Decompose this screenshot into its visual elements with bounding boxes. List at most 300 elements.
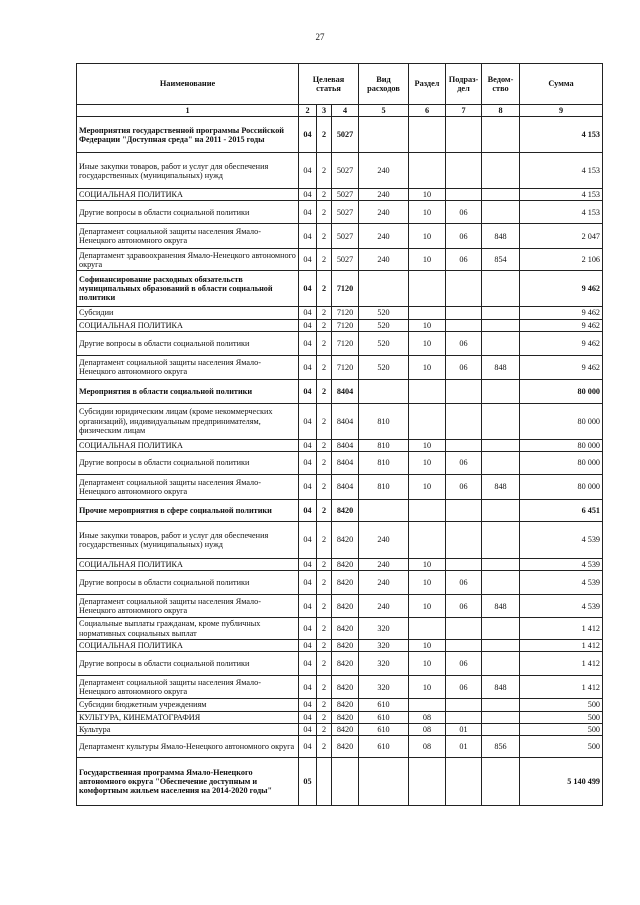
cell-target-program: 04 <box>299 153 317 189</box>
cell-target-program: 04 <box>299 676 317 699</box>
cell-section: 08 <box>409 711 446 723</box>
cell-target-code: 8420 <box>332 640 359 652</box>
cell-target-code: 7120 <box>332 331 359 355</box>
cell-name: Субсидии бюджетным учреждениям <box>77 699 299 711</box>
cell-name: Департамент социальной защиты населения Ямало-Ненецкого автономного округа <box>77 595 299 618</box>
table-row <box>77 331 603 355</box>
cell-department <box>482 271 520 307</box>
cell-section <box>409 117 446 153</box>
cell-sum: 9 462 <box>520 319 603 331</box>
cell-expense-type: 320 <box>359 640 409 652</box>
cell-target-code: 8404 <box>332 474 359 499</box>
cell-subsection <box>446 117 482 153</box>
cell-section: 10 <box>409 474 446 499</box>
cell-target-program: 04 <box>299 403 317 439</box>
cell-department <box>482 117 520 153</box>
column-number: 8 <box>482 105 520 117</box>
cell-name: СОЦИАЛЬНАЯ ПОЛИТИКА <box>77 640 299 652</box>
cell-target-subprogram: 2 <box>317 451 332 474</box>
cell-target-subprogram: 2 <box>317 379 332 403</box>
table-row <box>77 711 603 723</box>
cell-name: СОЦИАЛЬНАЯ ПОЛИТИКА <box>77 189 299 201</box>
cell-subsection: 06 <box>446 676 482 699</box>
cell-target-subprogram: 2 <box>317 224 332 249</box>
cell-target-subprogram: 2 <box>317 153 332 189</box>
cell-target-subprogram: 2 <box>317 676 332 699</box>
table-row <box>77 618 603 640</box>
cell-target-code: 7120 <box>332 307 359 319</box>
cell-section <box>409 521 446 558</box>
cell-name: Другие вопросы в области социальной политики <box>77 571 299 595</box>
cell-target-program: 04 <box>299 271 317 307</box>
table-row <box>77 558 603 570</box>
cell-target-code: 8420 <box>332 711 359 723</box>
cell-section <box>409 307 446 319</box>
cell-target-code <box>332 757 359 805</box>
table-row <box>77 201 603 224</box>
cell-subsection <box>446 757 482 805</box>
cell-expense-type: 610 <box>359 735 409 757</box>
cell-department <box>482 189 520 201</box>
table-row <box>77 595 603 618</box>
cell-department <box>482 558 520 570</box>
cell-subsection: 06 <box>446 474 482 499</box>
cell-name: Иные закупки товаров, работ и услуг для обеспечения государственных (муниципальных) нужд <box>77 153 299 189</box>
cell-section: 08 <box>409 723 446 735</box>
table-row <box>77 319 603 331</box>
cell-sum: 1 412 <box>520 652 603 676</box>
cell-department <box>482 379 520 403</box>
cell-target-code: 8420 <box>332 735 359 757</box>
cell-section <box>409 499 446 521</box>
cell-target-code: 7120 <box>332 271 359 307</box>
cell-subsection: 06 <box>446 331 482 355</box>
cell-name: Социальные выплаты гражданам, кроме публичных нормативных социальных выплат <box>77 618 299 640</box>
cell-expense-type <box>359 379 409 403</box>
cell-target-subprogram: 2 <box>317 249 332 271</box>
cell-target-subprogram: 2 <box>317 723 332 735</box>
cell-section: 10 <box>409 355 446 379</box>
cell-name: Государственная программа Ямало-Ненецкого автономного округа "Обеспечение доступным и комфортным жильем населения на 2014-2020 годы" <box>77 757 299 805</box>
cell-section: 10 <box>409 652 446 676</box>
cell-target-program: 04 <box>299 618 317 640</box>
cell-expense-type: 810 <box>359 474 409 499</box>
cell-expense-type: 320 <box>359 618 409 640</box>
cell-department <box>482 307 520 319</box>
cell-expense-type: 240 <box>359 558 409 570</box>
cell-expense-type: 240 <box>359 571 409 595</box>
table-row <box>77 249 603 271</box>
cell-department <box>482 439 520 451</box>
cell-target-program: 04 <box>299 319 317 331</box>
table-row <box>77 379 603 403</box>
cell-subsection <box>446 153 482 189</box>
cell-target-subprogram: 2 <box>317 735 332 757</box>
table-row <box>77 117 603 153</box>
cell-sum: 4 153 <box>520 117 603 153</box>
cell-target-subprogram: 2 <box>317 403 332 439</box>
cell-target-code: 8404 <box>332 379 359 403</box>
cell-target-program: 04 <box>299 189 317 201</box>
cell-subsection <box>446 271 482 307</box>
cell-section: 10 <box>409 201 446 224</box>
cell-section <box>409 153 446 189</box>
cell-target-subprogram: 2 <box>317 521 332 558</box>
cell-sum: 4 539 <box>520 521 603 558</box>
cell-sum: 9 462 <box>520 331 603 355</box>
table-row <box>77 271 603 307</box>
cell-department <box>482 499 520 521</box>
cell-expense-type: 520 <box>359 319 409 331</box>
cell-expense-type <box>359 757 409 805</box>
cell-section: 10 <box>409 595 446 618</box>
cell-expense-type: 810 <box>359 403 409 439</box>
cell-target-subprogram: 2 <box>317 439 332 451</box>
column-number: 7 <box>446 105 482 117</box>
cell-subsection: 06 <box>446 652 482 676</box>
cell-department: 848 <box>482 355 520 379</box>
cell-target-program: 05 <box>299 757 317 805</box>
cell-section: 10 <box>409 676 446 699</box>
cell-department <box>482 521 520 558</box>
cell-expense-type: 610 <box>359 699 409 711</box>
cell-target-code: 5027 <box>332 201 359 224</box>
header-row <box>77 64 603 105</box>
cell-expense-type: 610 <box>359 723 409 735</box>
cell-subsection <box>446 403 482 439</box>
cell-subsection <box>446 640 482 652</box>
cell-sum: 80 000 <box>520 474 603 499</box>
cell-department <box>482 451 520 474</box>
cell-name: Мероприятия в области социальной политики <box>77 379 299 403</box>
cell-target-subprogram: 2 <box>317 618 332 640</box>
table-row <box>77 355 603 379</box>
cell-name: Департамент социальной защиты населения Ямало-Ненецкого автономного округа <box>77 355 299 379</box>
page-number: 27 <box>315 32 325 42</box>
cell-target-program: 04 <box>299 249 317 271</box>
cell-target-program: 04 <box>299 640 317 652</box>
cell-subsection <box>446 189 482 201</box>
cell-target-program: 04 <box>299 355 317 379</box>
cell-expense-type: 240 <box>359 521 409 558</box>
cell-sum: 500 <box>520 711 603 723</box>
table-row <box>77 757 603 805</box>
cell-target-subprogram <box>317 757 332 805</box>
cell-section <box>409 618 446 640</box>
cell-target-code: 8404 <box>332 439 359 451</box>
cell-sum: 4 539 <box>520 558 603 570</box>
table-row <box>77 153 603 189</box>
cell-name: Другие вопросы в области социальной политики <box>77 331 299 355</box>
cell-section: 10 <box>409 451 446 474</box>
cell-expense-type <box>359 271 409 307</box>
cell-expense-type: 240 <box>359 189 409 201</box>
cell-target-code: 8420 <box>332 499 359 521</box>
cell-target-subprogram: 2 <box>317 271 332 307</box>
cell-subsection <box>446 319 482 331</box>
cell-subsection <box>446 521 482 558</box>
column-number: 3 <box>317 105 332 117</box>
header-target: Целевая статья <box>299 64 359 105</box>
cell-section <box>409 379 446 403</box>
cell-target-subprogram: 2 <box>317 711 332 723</box>
cell-target-subprogram: 2 <box>317 331 332 355</box>
budget-table <box>76 63 603 806</box>
cell-sum: 9 462 <box>520 271 603 307</box>
cell-target-subprogram: 2 <box>317 499 332 521</box>
table-row <box>77 189 603 201</box>
cell-section <box>409 271 446 307</box>
table-row <box>77 640 603 652</box>
cell-subsection <box>446 439 482 451</box>
cell-section: 10 <box>409 249 446 271</box>
cell-name: Департамент социальной защиты населения Ямало-Ненецкого автономного округа <box>77 474 299 499</box>
cell-target-code: 5027 <box>332 249 359 271</box>
cell-subsection: 06 <box>446 355 482 379</box>
table-row <box>77 571 603 595</box>
cell-section <box>409 699 446 711</box>
cell-target-program: 04 <box>299 699 317 711</box>
column-number: 5 <box>359 105 409 117</box>
cell-department <box>482 201 520 224</box>
cell-sum: 9 462 <box>520 307 603 319</box>
cell-target-subprogram: 2 <box>317 699 332 711</box>
cell-section: 08 <box>409 735 446 757</box>
cell-target-program: 04 <box>299 439 317 451</box>
cell-sum: 500 <box>520 723 603 735</box>
cell-department: 848 <box>482 595 520 618</box>
cell-target-subprogram: 2 <box>317 117 332 153</box>
cell-name: Другие вопросы в области социальной политики <box>77 652 299 676</box>
cell-expense-type: 520 <box>359 355 409 379</box>
cell-subsection: 01 <box>446 735 482 757</box>
cell-subsection: 06 <box>446 451 482 474</box>
cell-target-code: 5027 <box>332 153 359 189</box>
cell-sum: 4 539 <box>520 571 603 595</box>
cell-target-code: 5027 <box>332 117 359 153</box>
column-number: 6 <box>409 105 446 117</box>
cell-department: 848 <box>482 474 520 499</box>
cell-sum: 6 451 <box>520 499 603 521</box>
cell-expense-type <box>359 117 409 153</box>
cell-target-program: 04 <box>299 117 317 153</box>
cell-target-code: 5027 <box>332 189 359 201</box>
cell-target-program: 04 <box>299 331 317 355</box>
cell-sum: 4 153 <box>520 201 603 224</box>
table-body <box>77 117 603 806</box>
cell-subsection: 06 <box>446 201 482 224</box>
cell-section: 10 <box>409 224 446 249</box>
cell-subsection <box>446 307 482 319</box>
cell-department <box>482 699 520 711</box>
cell-department <box>482 723 520 735</box>
table-row <box>77 307 603 319</box>
cell-name: Прочие мероприятия в сфере социальной политики <box>77 499 299 521</box>
cell-section: 10 <box>409 571 446 595</box>
cell-target-program: 04 <box>299 735 317 757</box>
cell-sum: 5 140 499 <box>520 757 603 805</box>
cell-target-code: 8420 <box>332 521 359 558</box>
cell-target-program: 04 <box>299 595 317 618</box>
column-number: 4 <box>332 105 359 117</box>
cell-department: 848 <box>482 224 520 249</box>
cell-department <box>482 640 520 652</box>
cell-department: 856 <box>482 735 520 757</box>
cell-expense-type: 810 <box>359 439 409 451</box>
table-row <box>77 735 603 757</box>
cell-department: 854 <box>482 249 520 271</box>
cell-department <box>482 403 520 439</box>
cell-subsection: 01 <box>446 723 482 735</box>
cell-target-subprogram: 2 <box>317 355 332 379</box>
cell-target-code: 8404 <box>332 403 359 439</box>
cell-target-code: 5027 <box>332 224 359 249</box>
cell-target-code: 7120 <box>332 355 359 379</box>
cell-target-code: 8404 <box>332 451 359 474</box>
cell-target-program: 04 <box>299 451 317 474</box>
table-row <box>77 474 603 499</box>
cell-expense-type: 810 <box>359 451 409 474</box>
column-number-row <box>77 105 603 117</box>
cell-subsection <box>446 699 482 711</box>
cell-sum: 80 000 <box>520 451 603 474</box>
cell-section <box>409 403 446 439</box>
cell-target-subprogram: 2 <box>317 307 332 319</box>
cell-sum: 500 <box>520 735 603 757</box>
cell-target-program: 04 <box>299 379 317 403</box>
cell-target-subprogram: 2 <box>317 571 332 595</box>
table-row <box>77 652 603 676</box>
cell-target-code: 8420 <box>332 723 359 735</box>
cell-sum: 2 106 <box>520 249 603 271</box>
cell-section: 10 <box>409 558 446 570</box>
cell-expense-type <box>359 499 409 521</box>
table-row <box>77 451 603 474</box>
cell-department <box>482 153 520 189</box>
cell-target-code: 8420 <box>332 699 359 711</box>
table-row <box>77 224 603 249</box>
cell-target-subprogram: 2 <box>317 595 332 618</box>
cell-name: Департамент культуры Ямало-Ненецкого автономного округа <box>77 735 299 757</box>
cell-sum: 9 462 <box>520 355 603 379</box>
cell-name: СОЦИАЛЬНАЯ ПОЛИТИКА <box>77 439 299 451</box>
cell-subsection: 06 <box>446 595 482 618</box>
cell-target-subprogram: 2 <box>317 201 332 224</box>
cell-department: 848 <box>482 676 520 699</box>
cell-sum: 500 <box>520 699 603 711</box>
cell-expense-type: 320 <box>359 652 409 676</box>
cell-target-program: 04 <box>299 652 317 676</box>
table-row <box>77 699 603 711</box>
column-number: 1 <box>77 105 299 117</box>
header-name: Наименование <box>77 64 299 105</box>
cell-department <box>482 331 520 355</box>
header-vedomstvo: Ведом-ство <box>482 64 520 105</box>
cell-expense-type: 520 <box>359 307 409 319</box>
cell-sum: 1 412 <box>520 640 603 652</box>
table-row <box>77 439 603 451</box>
cell-expense-type: 520 <box>359 331 409 355</box>
cell-section: 10 <box>409 319 446 331</box>
cell-sum: 80 000 <box>520 439 603 451</box>
header-podrazdel: Подраз-дел <box>446 64 482 105</box>
cell-target-program: 04 <box>299 474 317 499</box>
column-number: 9 <box>520 105 603 117</box>
cell-department <box>482 618 520 640</box>
cell-sum: 80 000 <box>520 403 603 439</box>
cell-department <box>482 319 520 331</box>
cell-department <box>482 757 520 805</box>
cell-sum: 1 412 <box>520 618 603 640</box>
table-row <box>77 723 603 735</box>
cell-sum: 1 412 <box>520 676 603 699</box>
cell-name: Софинансирование расходных обязательств муниципальных образований в области социальной политики <box>77 271 299 307</box>
cell-department <box>482 711 520 723</box>
cell-name: Субсидии <box>77 307 299 319</box>
cell-name: Департамент социальной защиты населения Ямало-Ненецкого автономного округа <box>77 224 299 249</box>
cell-sum: 2 047 <box>520 224 603 249</box>
table-row <box>77 499 603 521</box>
cell-expense-type: 240 <box>359 153 409 189</box>
cell-sum: 4 539 <box>520 595 603 618</box>
cell-expense-type: 320 <box>359 676 409 699</box>
cell-subsection <box>446 711 482 723</box>
cell-target-program: 04 <box>299 224 317 249</box>
cell-target-program: 04 <box>299 521 317 558</box>
cell-sum: 4 153 <box>520 189 603 201</box>
cell-name: Департамент здравоохранения Ямало-Ненецкого автономного округа <box>77 249 299 271</box>
cell-section: 10 <box>409 640 446 652</box>
header-summa: Сумма <box>520 64 603 105</box>
cell-target-code: 7120 <box>332 319 359 331</box>
cell-target-code: 8420 <box>332 595 359 618</box>
table-row <box>77 403 603 439</box>
cell-target-subprogram: 2 <box>317 652 332 676</box>
cell-section <box>409 757 446 805</box>
cell-target-program: 04 <box>299 307 317 319</box>
cell-department <box>482 652 520 676</box>
cell-subsection <box>446 618 482 640</box>
cell-expense-type: 240 <box>359 249 409 271</box>
cell-target-program: 04 <box>299 558 317 570</box>
cell-expense-type: 610 <box>359 711 409 723</box>
cell-subsection: 06 <box>446 249 482 271</box>
header-razdel: Раздел <box>409 64 446 105</box>
header-vid: Вид расходов <box>359 64 409 105</box>
cell-expense-type: 240 <box>359 201 409 224</box>
cell-name: Мероприятия государственной программы Российской Федерации "Доступная среда" на 2011 - 2015 годы <box>77 117 299 153</box>
cell-target-code: 8420 <box>332 652 359 676</box>
cell-target-program: 04 <box>299 571 317 595</box>
cell-name: КУЛЬТУРА, КИНЕМАТОГРАФИЯ <box>77 711 299 723</box>
cell-name: Департамент социальной защиты населения Ямало-Ненецкого автономного округа <box>77 676 299 699</box>
cell-subsection <box>446 379 482 403</box>
cell-section: 10 <box>409 189 446 201</box>
cell-target-code: 8420 <box>332 676 359 699</box>
cell-target-subprogram: 2 <box>317 640 332 652</box>
cell-sum: 4 153 <box>520 153 603 189</box>
cell-subsection <box>446 558 482 570</box>
cell-target-program: 04 <box>299 711 317 723</box>
cell-target-program: 04 <box>299 499 317 521</box>
cell-department <box>482 571 520 595</box>
cell-target-code: 8420 <box>332 571 359 595</box>
cell-target-code: 8420 <box>332 618 359 640</box>
cell-name: СОЦИАЛЬНАЯ ПОЛИТИКА <box>77 558 299 570</box>
table-row <box>77 521 603 558</box>
cell-section: 10 <box>409 331 446 355</box>
cell-target-subprogram: 2 <box>317 558 332 570</box>
